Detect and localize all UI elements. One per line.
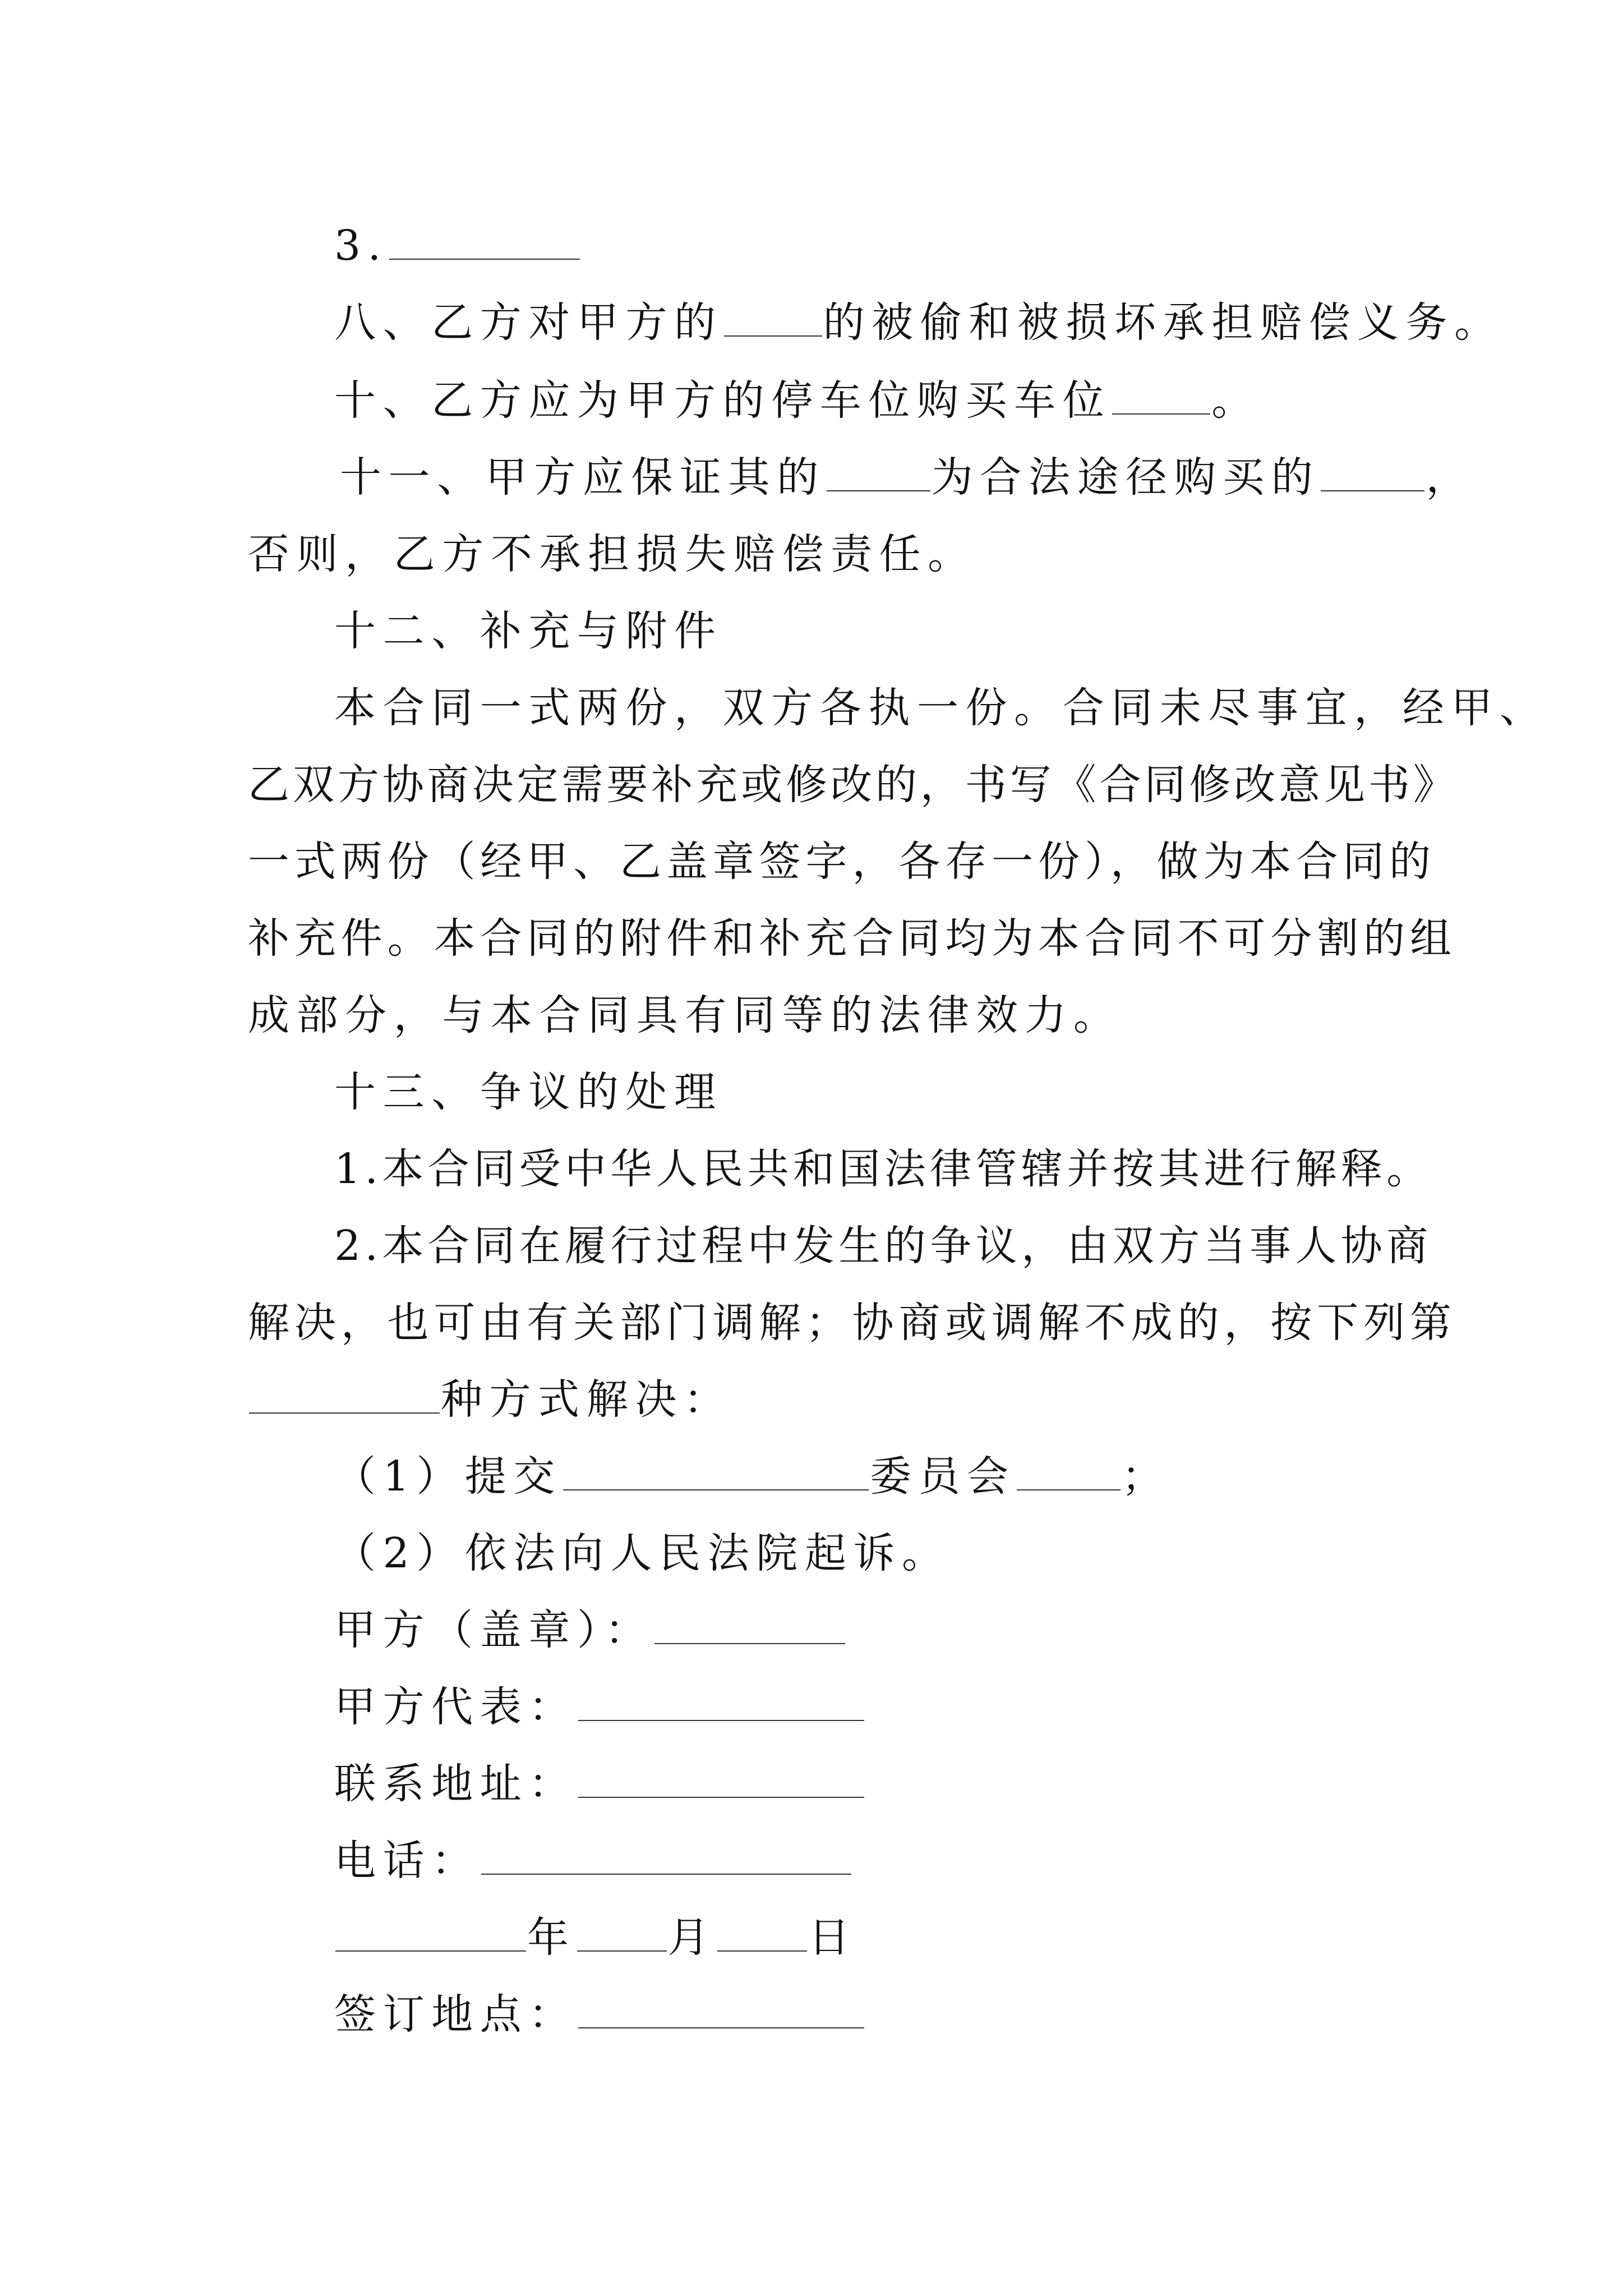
signature-representative	[334, 1679, 865, 1735]
clause-13-title	[334, 1064, 723, 1120]
clause-12-paragraph-line-5	[248, 987, 1122, 1043]
clause-13-item-1-text: 1.本合同受中华人民共和国法律管辖并按其进行解释。	[334, 1145, 1432, 1193]
clause-13-item-2-text-c: 种方式解决：	[441, 1375, 732, 1424]
option-1-blank-1	[563, 1455, 869, 1490]
signature-phone-label: 电话：	[334, 1837, 480, 1885]
clause-13-item-2-line-2	[248, 1295, 1456, 1351]
clause-8-line	[334, 295, 1503, 351]
clause-10-blank	[1112, 379, 1210, 415]
signature-date	[334, 1910, 857, 1966]
clause-12-text-3: 一式两份（经甲、乙盖章签字，各存一份），做为本合同的	[248, 838, 1436, 886]
clause-12-title	[334, 603, 723, 659]
clause-8-text-b: 的被偷和被损坏承担赔偿义务。	[823, 298, 1503, 347]
clause-12-text-2: 乙双方协商决定需要补充或修改的，书写《合同修改意见书》	[248, 761, 1458, 809]
signature-party-a	[334, 1602, 846, 1658]
clause-11-text-b: 为合法途径购买的	[931, 453, 1320, 501]
signature-place-blank	[578, 1993, 864, 2028]
clause-8-text-a: 八、乙方对甲方的	[334, 298, 723, 347]
signature-party-a-label: 甲方（盖章）：	[334, 1606, 654, 1654]
option-1-text-c: ；	[1121, 1452, 1170, 1501]
signature-address-blank	[578, 1762, 864, 1798]
clause-11-line-1	[340, 449, 1474, 505]
date-day-blank	[717, 1916, 807, 1952]
clause-10-line	[334, 372, 1260, 429]
signature-party-a-blank	[654, 1608, 845, 1644]
clause-13-item-2-text-a: 2.本合同在履行过程中发生的争议，由双方当事人协商	[334, 1222, 1432, 1270]
clause-13-item-2-text-b: 解决，也可由有关部门调解；协商或调解不成的，按下列第	[248, 1299, 1456, 1347]
item-3-line	[334, 218, 581, 274]
option-2-line	[334, 1525, 951, 1581]
signature-place-label: 签订地点：	[334, 1990, 577, 2039]
date-year-blank	[335, 1916, 526, 1952]
date-day-label: 日	[808, 1913, 857, 1962]
signature-phone	[334, 1833, 852, 1889]
clause-12-text-4: 补充件。本合同的附件和补充合同均为本合同不可分割的组	[248, 914, 1456, 963]
clause-11-line-2	[248, 526, 976, 582]
clause-10-text-a: 十、乙方应为甲方的停车位购买车位	[334, 376, 1112, 425]
clause-11-text-d: 否则，乙方不承担损失赔偿责任。	[248, 530, 976, 578]
clause-12-paragraph-line-2	[248, 757, 1458, 813]
date-month-label: 月	[667, 1913, 717, 1962]
option-1-text-b: 委员会	[869, 1452, 1016, 1501]
clause-8-blank	[724, 301, 822, 337]
clause-11-blank-1	[827, 455, 930, 491]
item-3-label: 3.	[334, 222, 388, 270]
clause-12-paragraph-line-1	[334, 680, 1548, 736]
option-1-line	[334, 1448, 1170, 1504]
signature-address	[334, 1756, 865, 1812]
clause-13-item-2-line-1	[334, 1218, 1432, 1274]
signature-address-label: 联系地址：	[334, 1760, 577, 1808]
clause-12-paragraph-line-3	[248, 834, 1436, 890]
clause-12-heading: 十二、补充与附件	[334, 607, 723, 655]
clause-11-text-a: 十一、甲方应保证其的	[340, 453, 826, 501]
signature-place	[334, 1986, 865, 2042]
clause-12-text-5: 成部分，与本合同具有同等的法律效力。	[248, 991, 1122, 1039]
clause-13-heading: 十三、争议的处理	[334, 1068, 723, 1116]
item-3-blank	[389, 224, 580, 260]
clause-13-item-1	[334, 1141, 1432, 1197]
option-1-text-a: （1）提交	[334, 1452, 562, 1501]
option-2-text: （2）依法向人民法院起诉。	[334, 1529, 951, 1577]
clause-13-item-2-line-3	[248, 1372, 732, 1428]
signature-phone-blank	[481, 1839, 851, 1875]
clause-13-method-blank	[249, 1378, 440, 1414]
signature-representative-label: 甲方代表：	[334, 1683, 577, 1731]
clause-11-blank-2	[1321, 455, 1424, 491]
date-year-label: 年	[527, 1913, 576, 1962]
date-month-blank	[577, 1916, 667, 1952]
clause-10-text-b: 。	[1211, 376, 1260, 425]
clause-12-text-1: 本合同一式两份，双方各执一份。合同未尽事宜，经甲、	[334, 684, 1548, 732]
clause-12-paragraph-line-4	[248, 910, 1456, 967]
clause-11-text-c: ，	[1426, 453, 1475, 501]
signature-representative-blank	[578, 1685, 864, 1721]
option-1-blank-2	[1017, 1455, 1121, 1490]
